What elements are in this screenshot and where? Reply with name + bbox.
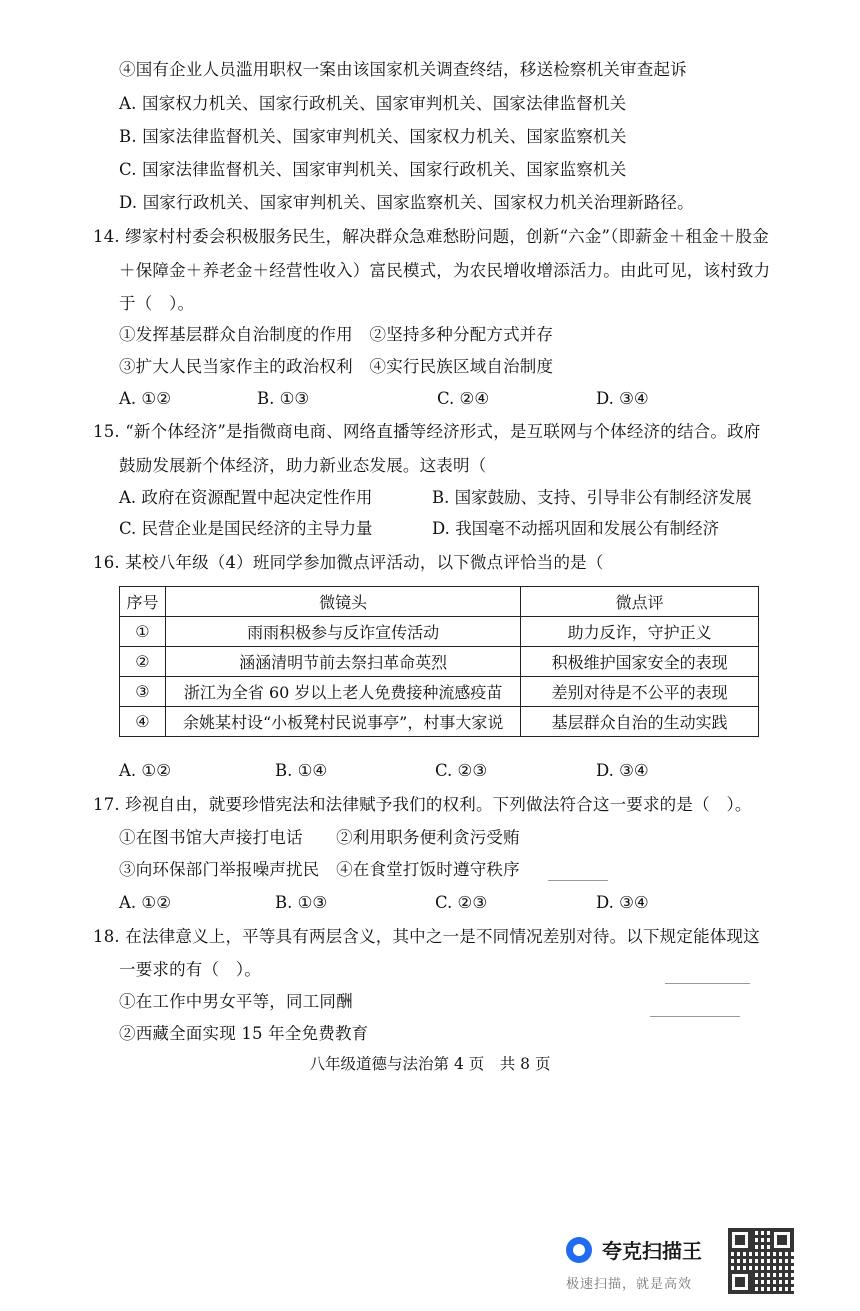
table-header-cell: 微镜头 [165, 587, 520, 617]
quark-logo-icon [566, 1237, 592, 1263]
q14-choice-c: C. ②④ [437, 389, 490, 408]
q15-line-1: 15. “新个体经济”是指微商电商、网络直播等经济形式，是互联网与个体经济的结合。政府 [93, 422, 761, 441]
q17-line: 17. 珍视自由，就要珍惜宪法和法律赋予我们的权利。下列做法符合这一要求的是（ ）。 [93, 795, 752, 814]
table-cell: 涵涵清明节前去祭扫革命英烈 [165, 647, 520, 677]
table-row [120, 707, 759, 737]
table-cell: 雨雨积极参与反诈宣传活动 [165, 617, 520, 647]
q14-choices [119, 388, 759, 410]
watermark-name: 夸克扫描王 [602, 1239, 702, 1263]
q16-choice-b: B. ①④ [275, 761, 328, 780]
table-cell: 积极维护国家安全的表现 [521, 647, 759, 677]
scanner-watermark [566, 1233, 726, 1295]
q13-option-a: A. 国家权力机关、国家行政机关、国家审判机关、国家法律监督机关 [119, 94, 627, 113]
q17-choice-d: D. ③④ [596, 893, 649, 912]
scan-mark [665, 983, 750, 984]
q13-stem-line: ④国有企业人员滥用职权一案由该国家机关调查终结，移送检察机关审查起诉 [119, 60, 687, 79]
q15-choices-row-1 [119, 487, 779, 509]
table-row [120, 617, 759, 647]
scan-mark [548, 880, 608, 881]
table-header-row [120, 587, 759, 617]
q17-choice-c: C. ②③ [435, 893, 488, 912]
watermark-slogan: 极速扫描，就是高效 [566, 1277, 693, 1292]
q15-choice-d: D. 我国毫不动摇巩固和发展公有制经济 [432, 519, 720, 538]
table-row [120, 647, 759, 677]
table-row [120, 677, 759, 707]
q13-option-c: C. 国家法律监督机关、国家审判机关、国家行政机关、国家监察机关 [119, 160, 627, 179]
q14-line-1: 14. 缪家村村委会积极服务民生，解决群众急难愁盼问题，创新“六金”（即薪金＋租金＋股金 [93, 227, 769, 246]
table-cell: 浙江为全省 60 岁以上老人免费接种流感疫苗 [165, 677, 520, 707]
table-cell: ② [120, 647, 166, 677]
table-cell: ③ [120, 677, 166, 707]
table-cell: 余姚某村设“小板凳村民说事亭”，村事大家说 [165, 707, 520, 737]
q14-line-2: ＋保障金＋养老金＋经营性收入）富民模式，为农民增收增添活力。由此可见，该村致力 [119, 261, 771, 280]
q15-line-2: 鼓励发展新个体经济，助力新业态发展。这表明（ [119, 456, 487, 475]
q14-choice-d: D. ③④ [596, 389, 649, 408]
table-cell: 差别对待是不公平的表现 [521, 677, 759, 707]
q15-choice-b: B. 国家鼓励、支持、引导非公有制经济发展 [432, 488, 752, 507]
q16-choice-d: D. ③④ [596, 761, 649, 780]
table-cell: 基层群众自治的生动实践 [521, 707, 759, 737]
q17-item-row-2: ③向环保部门举报噪声扰民 ④在食堂打饭时遵守秩序 [119, 860, 520, 879]
q14-item-row-2: ③扩大人民当家作主的政治权利 ④实行民族区域自治制度 [119, 357, 554, 376]
q14-item-row-1: ①发挥基层群众自治制度的作用 ②坚持多种分配方式并存 [119, 325, 554, 344]
q17-choices [119, 892, 759, 914]
q14-line-3: 于（ ）。 [119, 294, 195, 313]
q14-choice-a: A. ①② [119, 389, 171, 408]
q17-item-row-1: ①在图书馆大声接打电话 ②利用职务便利贪污受贿 [119, 828, 520, 847]
q14-choice-b: B. ①③ [257, 389, 310, 408]
q18-line-2: 一要求的有（ ）。 [119, 960, 262, 979]
table-cell: ④ [120, 707, 166, 737]
table-cell: ① [120, 617, 166, 647]
q18-item-1: ①在工作中男女平等，同工同酬 [119, 992, 353, 1011]
page-footer: 八年级道德与法治第 4 页 共 8 页 [309, 1055, 551, 1073]
table-header-cell: 微点评 [521, 587, 759, 617]
q18-line-1: 18. 在法律意义上，平等具有两层含义，其中之一是不同情况差别对待。以下规定能体现这 [93, 927, 760, 946]
q15-choices-row-2 [119, 518, 779, 540]
table-cell: 助力反诈，守护正义 [521, 617, 759, 647]
q16-choice-c: C. ②③ [435, 761, 488, 780]
q13-option-d: D. 国家行政机关、国家审判机关、国家监察机关、国家权力机关治理新路径。 [119, 193, 694, 212]
q18-item-2: ②西藏全面实现 15 年全免费教育 [119, 1024, 369, 1043]
scan-mark [650, 1016, 740, 1017]
q16-choices [119, 760, 759, 782]
q16-table [119, 586, 759, 737]
q13-option-b: B. 国家法律监督机关、国家审判机关、国家权力机关、国家监察机关 [119, 127, 627, 146]
table-header-cell: 序号 [120, 587, 166, 617]
qr-code-icon [728, 1228, 794, 1294]
q16-line: 16. 某校八年级（4）班同学参加微点评活动，以下微点评恰当的是（ [93, 553, 604, 572]
q17-choice-b: B. ①③ [275, 893, 328, 912]
q16-choice-a: A. ①② [119, 761, 171, 780]
q17-choice-a: A. ①② [119, 893, 171, 912]
q15-choice-c: C. 民营企业是国民经济的主导力量 [119, 519, 373, 538]
q15-choice-a: A. 政府在资源配置中起决定性作用 [119, 488, 373, 507]
